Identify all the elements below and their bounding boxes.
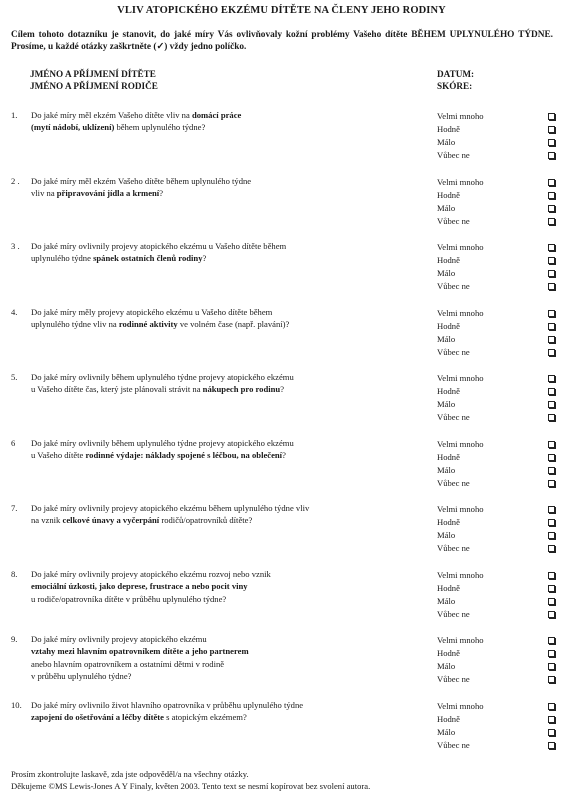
question-number: 6 (11, 438, 16, 448)
answer-checkbox[interactable] (548, 611, 555, 618)
question-text-part: u rodiče/opatrovníka dítěte v průběhu uplynulého týdne? (31, 593, 227, 604)
answer-option[interactable] (437, 713, 557, 726)
answer-option[interactable] (437, 176, 557, 189)
answer-checkbox[interactable] (548, 545, 555, 552)
question-text-part: anebo hlavním opatrovníkem a ostatními dětmi v rodině v průběhu uplynulého týdne? (31, 658, 225, 682)
answer-option[interactable] (437, 136, 557, 149)
answer-option[interactable] (437, 189, 557, 202)
answer-option-label: Velmi mnoho (437, 177, 484, 187)
answer-option-label: Málo (437, 726, 456, 737)
answer-option[interactable] (437, 267, 557, 280)
answer-checkbox[interactable] (548, 205, 555, 212)
answer-option-label: Vůbec ne (437, 215, 470, 226)
answer-checkbox[interactable] (548, 401, 555, 408)
answer-option[interactable] (437, 451, 557, 464)
question-4 (11, 306, 441, 366)
answer-checkbox[interactable] (548, 585, 555, 592)
answer-options (437, 438, 557, 490)
question-text-part: během uplynulého týdne? (114, 122, 206, 133)
question-9 (11, 633, 441, 693)
answer-options (437, 372, 557, 424)
answer-checkbox[interactable] (548, 113, 555, 120)
answer-option[interactable] (437, 582, 557, 595)
answer-option-label: Hodně (437, 451, 460, 462)
answer-checkbox[interactable] (548, 532, 555, 539)
answer-option[interactable] (437, 346, 557, 359)
answer-checkbox[interactable] (548, 244, 555, 251)
question-text-part: ? (280, 384, 285, 395)
question-number: 8. (11, 569, 18, 579)
question-text-bold: celkové únavy a vyčerpání (62, 515, 160, 526)
answer-option-label: Velmi mnoho (437, 439, 484, 449)
answer-checkbox[interactable] (548, 467, 555, 474)
question-text-part: rodičů/opatrovníků dítěte? (159, 515, 253, 526)
answer-option[interactable] (437, 307, 557, 320)
answer-option-label: Vůbec ne (437, 411, 470, 422)
question-number: 1. (11, 110, 18, 120)
answer-option[interactable] (437, 110, 557, 123)
question-text (31, 699, 426, 724)
answer-checkbox[interactable] (548, 572, 555, 579)
answer-checkbox[interactable] (548, 388, 555, 395)
answer-option-label: Velmi mnoho (437, 635, 484, 645)
question-text-part: Do jaké míry ovlivnily projevy atopického ekzému rozvoj nebo vznik (31, 569, 271, 579)
answer-option[interactable] (437, 241, 557, 254)
answer-option[interactable] (437, 595, 557, 608)
question-text (31, 240, 426, 265)
question-6 (11, 437, 441, 497)
answer-options (437, 307, 557, 359)
question-number: 9. (11, 634, 18, 644)
answer-checkbox[interactable] (548, 650, 555, 657)
question-number: 7. (11, 503, 18, 513)
footer-check-note: Prosím zkontrolujte laskavě, zda jste odpověděl/a na všechny otázky. (11, 769, 249, 779)
answer-option-label: Vůbec ne (437, 542, 470, 553)
question-number: 2 . (11, 176, 20, 186)
answer-option[interactable] (437, 464, 557, 477)
question-5 (11, 371, 441, 431)
answer-option-label: Vůbec ne (437, 477, 470, 488)
answer-option[interactable] (437, 254, 557, 267)
question-number: 5. (11, 372, 18, 382)
answer-option[interactable] (437, 438, 557, 451)
answer-checkbox[interactable] (548, 192, 555, 199)
answer-option[interactable] (437, 477, 557, 490)
answer-checkbox[interactable] (548, 218, 555, 225)
answer-option[interactable] (437, 569, 557, 582)
answer-option[interactable] (437, 149, 557, 162)
answer-option[interactable] (437, 503, 557, 516)
answer-options (437, 700, 557, 752)
answer-option[interactable] (437, 516, 557, 529)
answer-checkbox[interactable] (548, 676, 555, 683)
answer-option[interactable] (437, 647, 557, 660)
question-text (31, 568, 426, 605)
answer-checkbox[interactable] (548, 519, 555, 526)
question-1 (11, 109, 441, 169)
answer-option[interactable] (437, 634, 557, 647)
question-text-bold: rodinné aktivity (118, 319, 178, 330)
answer-checkbox[interactable] (548, 179, 555, 186)
answer-options (437, 634, 557, 686)
date-label: DATUM: (437, 69, 475, 79)
answer-options (437, 176, 557, 228)
answer-option-label: Velmi mnoho (437, 701, 484, 711)
answer-option[interactable] (437, 202, 557, 215)
answer-checkbox[interactable] (548, 126, 555, 133)
answer-option-label: Vůbec ne (437, 608, 470, 619)
question-8 (11, 568, 441, 628)
answer-option-label: Hodně (437, 516, 460, 527)
question-number: 3 . (11, 241, 20, 251)
question-text (31, 371, 426, 396)
question-text-part: ? (202, 253, 207, 264)
answer-option[interactable] (437, 385, 557, 398)
question-text (31, 633, 426, 683)
question-7 (11, 502, 441, 562)
answer-option-label: Hodně (437, 123, 460, 134)
question-text (31, 306, 426, 331)
question-text-bold: emociální úzkosti, jako deprese, frustrace a nebo pocit viny (31, 581, 248, 592)
score-label: SKÓRE: (437, 81, 473, 91)
question-text-bold: připravování jídla a krmení (56, 188, 160, 199)
answer-checkbox[interactable] (548, 598, 555, 605)
answer-option-label: Málo (437, 202, 456, 213)
instructions-paragraph: Cílem tohoto dotazníku je stanovit, do jaké míry Vás ovlivňovaly kožní problémy Vašeho dítěte BĚHEM UPLYNULÉHO TÝDNE. Prosíme, u každé otázky zaškrtněte (✓) vždy jedno políčko. (11, 30, 553, 52)
question-text (31, 109, 426, 134)
answer-option[interactable] (437, 660, 557, 673)
answer-option-label: Hodně (437, 582, 460, 593)
question-text-part: ve volném čase (např. plavání)? (177, 319, 290, 330)
answer-option-label: Hodně (437, 647, 460, 658)
answer-checkbox[interactable] (548, 441, 555, 448)
question-2 (11, 175, 441, 235)
question-text-bold: rodinné výdaje: náklady spojené s léčbou, na oblečení (85, 450, 283, 461)
answer-option[interactable] (437, 215, 557, 228)
question-text-bold: (mytí nádobí, uklízení) (31, 122, 115, 133)
answer-option-label: Málo (437, 136, 456, 147)
answer-option-label: Velmi mnoho (437, 111, 484, 121)
question-10 (11, 699, 441, 759)
footer-copyright: Děkujeme ©MS Lewis-Jones A Y Finaly, květen 2003. Tento text se nesmí kopírovat bez svolení autora. (11, 781, 371, 792)
answer-checkbox[interactable] (548, 703, 555, 710)
answer-checkbox[interactable] (548, 729, 555, 736)
answer-option[interactable] (437, 700, 557, 713)
question-text-part: Do jaké míry ovlivnily projevy atopického ekzému během uplynulého týdne vliv na vznik (31, 503, 310, 526)
answer-option[interactable] (437, 529, 557, 542)
answer-option[interactable] (437, 398, 557, 411)
answer-checkbox[interactable] (548, 637, 555, 644)
answer-checkbox[interactable] (548, 310, 555, 317)
question-number: 4. (11, 307, 18, 317)
question-text-bold: nákupech pro rodinu (202, 384, 281, 395)
answer-option-label: Málo (437, 333, 456, 344)
answer-checkbox[interactable] (548, 349, 555, 356)
answer-option-label: Hodně (437, 713, 460, 724)
answer-option-label: Málo (437, 529, 456, 540)
answer-checkbox[interactable] (548, 323, 555, 330)
answer-options (437, 503, 557, 555)
answer-option-label: Velmi mnoho (437, 504, 484, 514)
question-text-part: Do jaké míry ovlivnily projevy atopického ekzému (31, 634, 207, 644)
question-text-part: s atopickým ekzémem? (163, 712, 247, 723)
question-3 (11, 240, 441, 300)
question-number: 10. (11, 700, 22, 710)
answer-option-label: Vůbec ne (437, 149, 470, 160)
answer-option-label: Hodně (437, 254, 460, 265)
answer-option-label: Velmi mnoho (437, 242, 484, 252)
answer-option-label: Málo (437, 398, 456, 409)
answer-option-label: Vůbec ne (437, 739, 470, 750)
answer-option-label: Málo (437, 595, 456, 606)
answer-checkbox[interactable] (548, 257, 555, 264)
answer-option[interactable] (437, 726, 557, 739)
answer-options (437, 569, 557, 621)
answer-checkbox[interactable] (548, 283, 555, 290)
question-text-bold: zapojení do ošetřování a léčby dítěte (31, 712, 164, 723)
answer-option[interactable] (437, 280, 557, 293)
question-text-part: ? (159, 188, 164, 199)
document-title: VLIV ATOPICKÉHO EKZÉMU DÍTĚTE NA ČLENY JEHO RODINY (117, 5, 446, 16)
answer-option-label: Hodně (437, 320, 460, 331)
answer-option-label: Velmi mnoho (437, 570, 484, 580)
answer-option-label: Hodně (437, 385, 460, 396)
answer-option[interactable] (437, 673, 557, 686)
question-text-part: Do jaké míry ovlivnily během uplynulého týdne projevy atopického ekzému u Vašeho dítěte (31, 438, 294, 461)
footer (11, 768, 556, 793)
answer-option-label: Vůbec ne (437, 280, 470, 291)
question-text-part: Do jaké míry měly projevy atopického ekzému u Vašeho dítěte během uplynulého týdne vliv na (31, 307, 273, 330)
answer-checkbox[interactable] (548, 454, 555, 461)
answer-checkbox[interactable] (548, 742, 555, 749)
answer-checkbox[interactable] (548, 716, 555, 723)
answer-option[interactable] (437, 608, 557, 621)
answer-option-label: Málo (437, 464, 456, 475)
answer-option[interactable] (437, 320, 557, 333)
question-text-bold: spánek ostatních členů rodiny (93, 253, 203, 264)
answer-options (437, 241, 557, 293)
answer-option-label: Velmi mnoho (437, 308, 484, 318)
answer-checkbox[interactable] (548, 663, 555, 670)
answer-option[interactable] (437, 123, 557, 136)
answer-option[interactable] (437, 372, 557, 385)
answer-checkbox[interactable] (548, 336, 555, 343)
answer-checkbox[interactable] (548, 375, 555, 382)
answer-checkbox[interactable] (548, 139, 555, 146)
answer-checkbox[interactable] (548, 480, 555, 487)
answer-checkbox[interactable] (548, 270, 555, 277)
question-text-part: Do jaké míry ovlivnilo život hlavního opatrovníka v průběhu uplynulého týdne (31, 700, 304, 710)
question-text-part: Do jaké míry měl ekzém Vašeho dítěte během uplynulého týdne vliv na (31, 176, 252, 199)
question-text-part: ? (282, 450, 286, 461)
answer-option[interactable] (437, 333, 557, 346)
child-name-label: JMÉNO A PŘÍJMENÍ DÍTĚTE (30, 69, 156, 79)
answer-option-label: Vůbec ne (437, 673, 470, 684)
answer-option[interactable] (437, 542, 557, 555)
answer-option[interactable] (437, 411, 557, 424)
question-text (31, 502, 426, 527)
question-text (31, 175, 426, 200)
question-text-part: Do jaké míry ovlivnily během uplynulého týdne projevy atopického ekzému u Vašeho dítěte čas, který jste plánovali strávit na (31, 372, 294, 395)
question-text-bold: vztahy mezi hlavním opatrovníkem dítěte a jeho partnerem (31, 646, 249, 657)
question-text-part: Do jaké míry měl ekzém Vašeho dítěte vliv na (31, 110, 192, 120)
answer-checkbox[interactable] (548, 152, 555, 159)
answer-option-label: Málo (437, 660, 456, 671)
answer-option-label: Málo (437, 267, 456, 278)
answer-option[interactable] (437, 739, 557, 752)
answer-option-label: Hodně (437, 189, 460, 200)
answer-options (437, 110, 557, 162)
answer-option-label: Velmi mnoho (437, 373, 484, 383)
question-text-bold: domácí práce (191, 110, 242, 120)
question-text-part: Do jaké míry ovlivnily projevy atopického ekzému u Vašeho dítěte během uplynulého týdne (31, 241, 287, 264)
parent-name-label: JMÉNO A PŘÍJMENÍ RODIČE (30, 81, 158, 91)
answer-checkbox[interactable] (548, 414, 555, 421)
answer-option-label: Vůbec ne (437, 346, 470, 357)
answer-checkbox[interactable] (548, 506, 555, 513)
question-text (31, 437, 426, 462)
